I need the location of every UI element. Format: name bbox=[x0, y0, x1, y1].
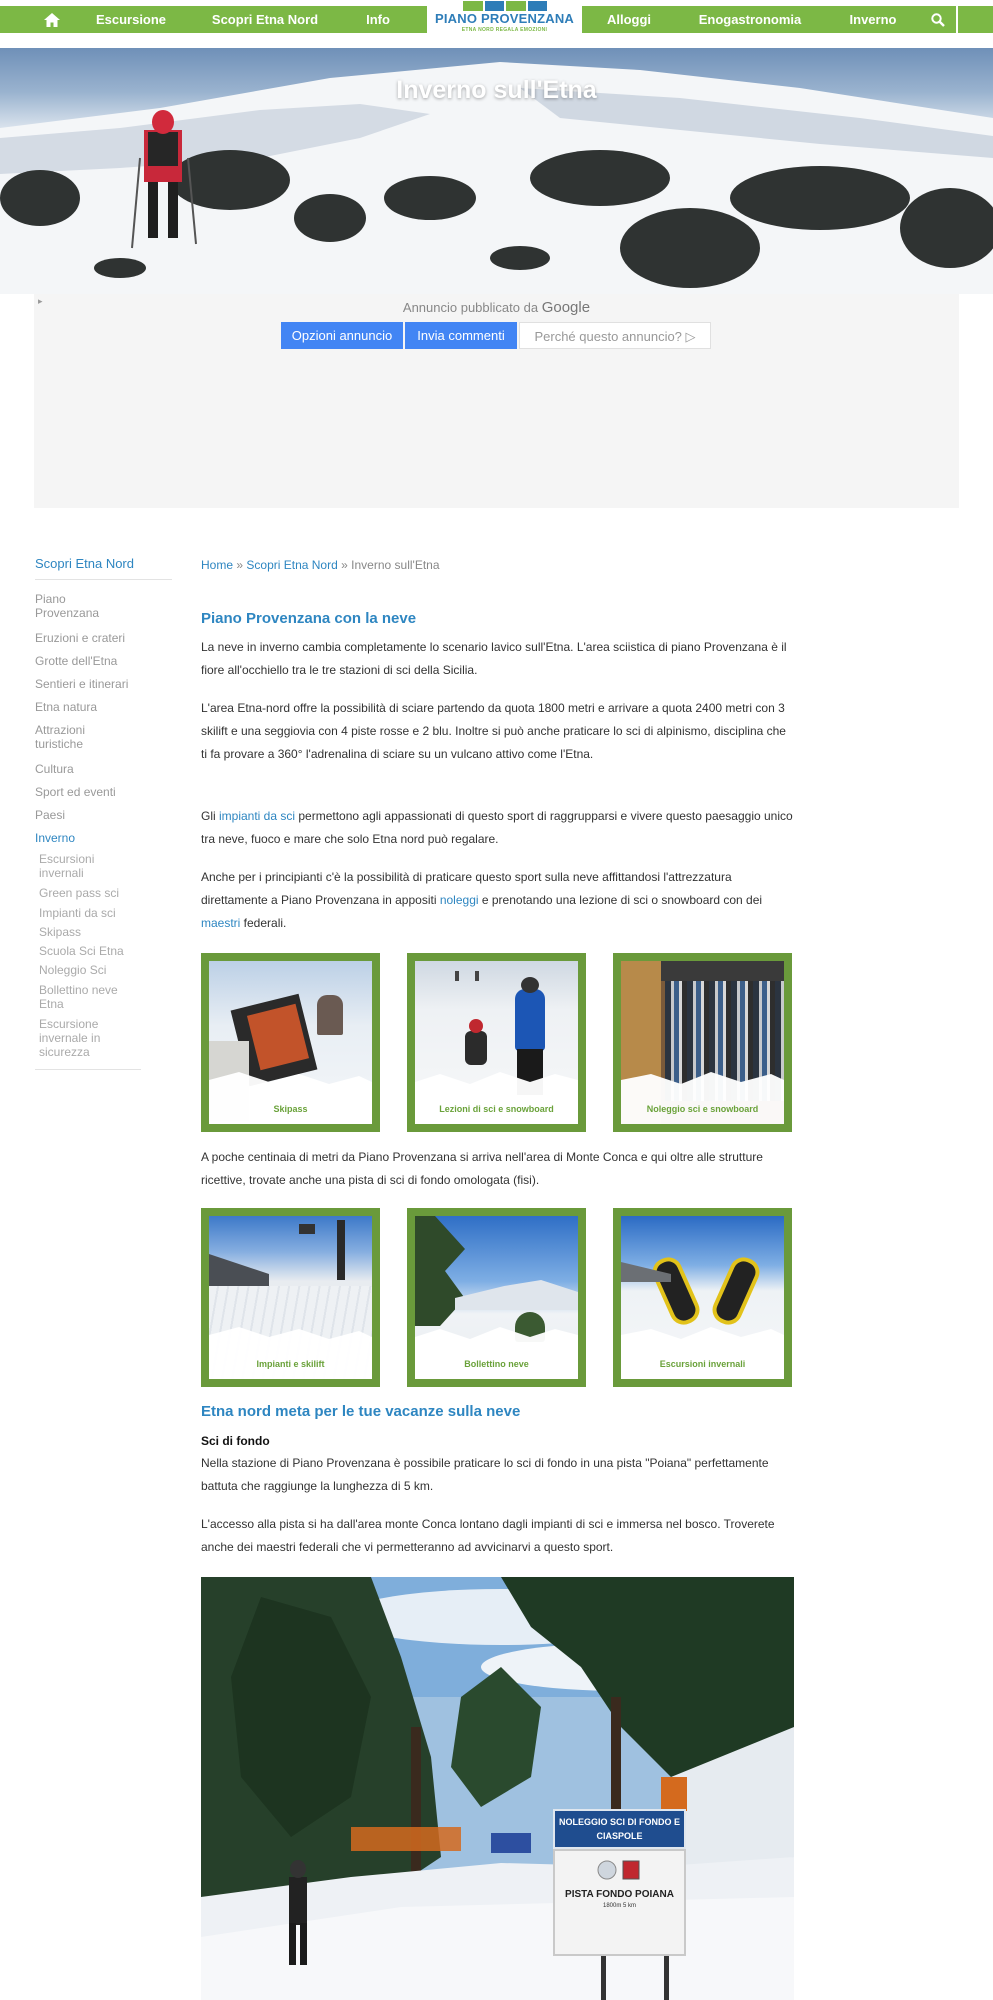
ad-corner-icon[interactable]: ▸ bbox=[38, 296, 43, 306]
sidebar-bottom-divider bbox=[35, 1069, 141, 1070]
breadcrumb bbox=[201, 558, 440, 572]
sidebar-item-eruzioni[interactable]: Eruzioni e crateri bbox=[35, 631, 126, 645]
card-caption: Skipass bbox=[273, 1104, 308, 1114]
card-caption: Lezioni di sci e snowboard bbox=[439, 1104, 554, 1114]
sidebar-item-etna-natura[interactable]: Etna natura bbox=[35, 700, 98, 714]
section-heading-vacanze: Etna nord meta per le tue vacanze sulla neve bbox=[201, 1403, 521, 1420]
sidebar-sub-impianti[interactable]: Impianti da sci bbox=[39, 906, 116, 920]
sidebar-item-paesi[interactable]: Paesi bbox=[35, 808, 66, 822]
breadcrumb-home[interactable]: Home bbox=[201, 558, 234, 572]
breadcrumb-current: Inverno sull'Etna bbox=[351, 558, 440, 572]
sidebar-sub-noleggio[interactable]: Noleggio Sci bbox=[39, 963, 107, 977]
ad-feedback-button[interactable]: Invia commenti bbox=[405, 322, 517, 349]
nav-divider bbox=[956, 6, 958, 33]
text: federali. bbox=[240, 916, 287, 930]
link-impianti-da-sci[interactable]: impianti da sci bbox=[219, 809, 296, 823]
sidebar-title[interactable]: Scopri Etna Nord bbox=[35, 556, 134, 571]
sidebar-divider bbox=[35, 579, 172, 580]
paragraph-pista-poiana: Nella stazione di Piano Provenzana è possibile praticare lo sci di fondo in una pista "Poiana" perfettamente battuta che raggiunge la lunghezza di 5 km. bbox=[201, 1456, 769, 1493]
nav-scopri-etna-nord[interactable]: Scopri Etna Nord bbox=[211, 12, 319, 27]
text: e prenotando una lezione di sci o snowboard con dei bbox=[478, 893, 763, 907]
card-bollettino-neve[interactable] bbox=[407, 1208, 586, 1387]
section-heading-neve: Piano Provenzana con la neve bbox=[201, 610, 417, 627]
nav-info[interactable]: Info bbox=[366, 12, 390, 27]
card-impianti-skilift[interactable] bbox=[201, 1208, 380, 1387]
sidebar-item-inverno[interactable]: Inverno bbox=[35, 831, 76, 845]
ad-published-by bbox=[34, 299, 959, 316]
card-caption: Noleggio sci e snowboard bbox=[646, 1104, 759, 1114]
card-lezioni-sci[interactable] bbox=[407, 953, 586, 1132]
top-navigation bbox=[0, 0, 993, 40]
nav-enogastronomia[interactable]: Enogastronomia bbox=[698, 12, 802, 27]
breadcrumb-separator: » bbox=[341, 558, 348, 572]
hero-banner bbox=[0, 48, 993, 294]
text: Anche per i principianti c'è la possibilità di praticare questo sport sulla neve affittandosi l'attrezzatura direttamente a Piano Provenzana in appositi bbox=[201, 870, 732, 907]
pista-sign bbox=[553, 1809, 686, 1956]
ad-options-button[interactable]: Opzioni annuncio bbox=[281, 322, 403, 349]
photo-pista-fondo bbox=[201, 1577, 794, 2000]
sign-title: PISTA FONDO POIANA bbox=[565, 1889, 674, 1900]
nav-alloggi[interactable]: Alloggi bbox=[606, 12, 652, 27]
sidebar-sub-scuola-sci[interactable]: Scuola Sci Etna bbox=[39, 944, 124, 958]
subheading-sci-di-fondo: Sci di fondo bbox=[201, 1434, 270, 1448]
text: permettono agli appassionati di questo sport di raggrupparsi e vivere questo paesaggio unico tra neve, fuoco e mare che solo Etna nord può regalare. bbox=[201, 809, 793, 846]
sidebar-item-sport[interactable]: Sport ed eventi bbox=[35, 785, 116, 799]
breadcrumb-separator: » bbox=[236, 558, 244, 572]
logo-name: PIANO PROVENZANA bbox=[435, 11, 574, 26]
sidebar-item-attrazioni[interactable]: Attrazioni turistiche bbox=[35, 723, 86, 751]
link-maestri[interactable]: maestri bbox=[201, 916, 241, 930]
sign-subtitle: 1800m 5 km bbox=[602, 1903, 636, 1909]
card-noleggio-sci[interactable] bbox=[613, 953, 792, 1132]
paragraph-intro: La neve in inverno cambia completamente lo scenario lavico sull'Etna. L'area sciistica di piano Provenzana è il fiore all'occhiello tra le tre stazioni di sci della Sicilia. bbox=[201, 640, 787, 677]
paragraph-area-etna-nord: L'area Etna-nord offre la possibilità di sciare partendo da quota 1800 metri e arrivare a quota 2400 metri con 3 skilift e una seggiovia con 4 piste rosse e 2 blu. Inoltre si può anche praticare lo sci di alpinismo, disciplina che ti fa provare a 360° l'adrenalina di sciare su un vulcano attivo come l'Etna. bbox=[201, 701, 786, 761]
ad-slot bbox=[34, 294, 959, 508]
search-icon[interactable] bbox=[928, 6, 948, 33]
sign-body bbox=[553, 1849, 686, 1956]
card-caption: Impianti e skilift bbox=[256, 1359, 325, 1369]
sidebar-sub-sicurezza[interactable]: Escursione invernale in sicurezza bbox=[39, 1017, 101, 1059]
sign-emblems-icon bbox=[597, 1855, 641, 1885]
hero-title: Inverno sull'Etna bbox=[396, 76, 597, 104]
sidebar-item-grotte[interactable]: Grotte dell'Etna bbox=[35, 654, 118, 668]
link-noleggi[interactable]: noleggi bbox=[439, 893, 479, 907]
sidebar-item-sentieri[interactable]: Sentieri e itinerari bbox=[35, 677, 129, 691]
home-icon[interactable] bbox=[40, 6, 64, 33]
site-logo[interactable] bbox=[427, 0, 582, 38]
paragraph-principianti bbox=[201, 866, 793, 935]
sidebar-sub-escursioni-invernali[interactable]: Escursioni invernali bbox=[39, 852, 95, 880]
ad-published-by-text: Annuncio pubblicato da bbox=[402, 300, 539, 315]
sidebar-item-piano-provenzana[interactable]: Piano Provenzana bbox=[35, 592, 100, 620]
card-escursioni-invernali[interactable] bbox=[613, 1208, 792, 1387]
sidebar-sub-skipass[interactable]: Skipass bbox=[39, 925, 82, 939]
card-caption: Escursioni invernali bbox=[659, 1359, 746, 1369]
ad-why-button[interactable]: Perché questo annuncio? ▷ bbox=[519, 322, 711, 349]
paragraph-accesso-pista: L'accesso alla pista si ha dall'area monte Conca lontano dagli impianti di sci e immersa nel bosco. Troverete anche dei maestri federali che vi permetteranno ad avvicinarvi a questo sport. bbox=[201, 1517, 775, 1554]
logo-mark bbox=[463, 1, 547, 11]
sign-noleggio: NOLEGGIO SCI DI FONDO E CIASPOLE bbox=[553, 1809, 686, 1849]
text: Gli bbox=[201, 809, 219, 823]
photo-forest-snow bbox=[201, 1577, 794, 2000]
nav-inverno[interactable]: Inverno bbox=[849, 12, 897, 27]
paragraph-impianti bbox=[201, 805, 793, 851]
paragraph-monte-conca: A poche centinaia di metri da Piano Provenzana si arriva nell'area di Monte Conca e qui oltre alle strutture ricettive, trovate anche una pista di sci di fondo omologata (fisi). bbox=[201, 1150, 763, 1187]
google-brand: Google bbox=[541, 299, 591, 316]
logo-tagline: ETNA NORD REGALA EMOZIONI bbox=[461, 27, 548, 33]
sidebar-sub-green-pass[interactable]: Green pass sci bbox=[39, 886, 120, 900]
sidebar-item-cultura[interactable]: Cultura bbox=[35, 762, 74, 776]
breadcrumb-section[interactable]: Scopri Etna Nord bbox=[246, 558, 338, 572]
card-skipass[interactable] bbox=[201, 953, 380, 1132]
card-caption: Bollettino neve bbox=[464, 1359, 529, 1369]
nav-escursione[interactable]: Escursione bbox=[95, 12, 167, 27]
sidebar-sub-bollettino[interactable]: Bollettino neve Etna bbox=[39, 983, 118, 1011]
